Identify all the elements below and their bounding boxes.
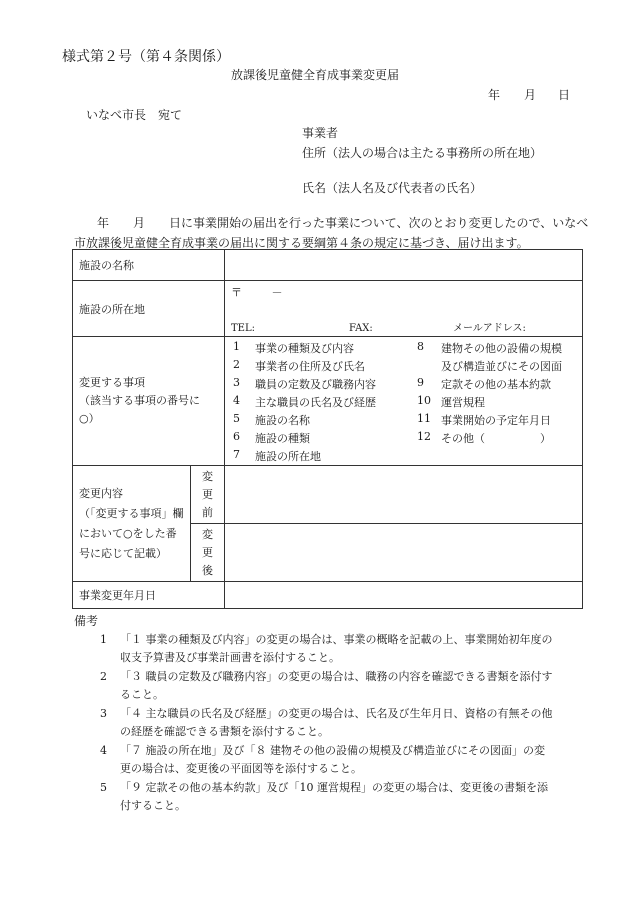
change-form-table bbox=[72, 249, 583, 609]
notes-heading: 備考 bbox=[74, 614, 99, 628]
change-item-text: 事業開始の予定年月日 bbox=[441, 414, 551, 427]
note-text-line: 「７ 施設の所在地」及び「８ 建物その他の設備の規模及び構造並びにその図面」の変 bbox=[120, 744, 545, 757]
applicant-address-label: 住所（法人の場合は主たる事務所の所在地） bbox=[302, 146, 543, 160]
addressee: いなべ市長 宛て bbox=[86, 108, 183, 122]
postal-dash: － bbox=[271, 286, 283, 299]
date-year-label: 年 bbox=[488, 88, 501, 102]
after-char: 更 bbox=[202, 545, 213, 559]
change-date-label: 事業変更年月日 bbox=[73, 582, 225, 609]
before-char: 更 bbox=[202, 487, 213, 501]
change-content-label-line: 号に応じて記載） bbox=[79, 546, 167, 560]
change-item-number: 5 bbox=[233, 412, 240, 425]
fax-label: FAX: bbox=[349, 323, 373, 334]
change-content-label-line: （「変更する事項」欄 bbox=[79, 506, 184, 520]
note-item bbox=[100, 631, 572, 667]
note-text-line: 「３ 職員の定数及び職務内容」の変更の場合は、職務の内容を確認できる書類を添付す bbox=[120, 670, 553, 683]
note-item bbox=[100, 705, 572, 741]
note-text-line: 「４ 主な職員の氏名及び経歴」の変更の場合は、氏名及び生年月日、資格の有無その他 bbox=[120, 707, 553, 720]
facility-name-field[interactable] bbox=[225, 250, 583, 281]
change-item-number: 3 bbox=[233, 376, 240, 389]
change-item-text: 職員の定数及び職務内容 bbox=[255, 378, 376, 391]
tel-label: TEL: bbox=[231, 323, 255, 334]
change-item-text: その他（ ） bbox=[441, 432, 551, 445]
change-item-text: 施設の名称 bbox=[255, 414, 310, 427]
after-change-label bbox=[191, 524, 225, 582]
change-item-number: 7 bbox=[233, 448, 240, 461]
note-item bbox=[100, 668, 572, 704]
change-items-label-line: ○） bbox=[79, 412, 100, 425]
note-number: 1 bbox=[100, 633, 107, 646]
postal-code-line bbox=[231, 284, 283, 300]
before-change-label bbox=[191, 466, 225, 524]
document-title: 放課後児童健全育成事業変更届 bbox=[230, 68, 399, 82]
body-text-line-2: 市放課後児童健全育成事業の届出に関する要綱第４条の規定に基づき、届け出ます。 bbox=[74, 236, 529, 250]
note-number: 4 bbox=[100, 744, 107, 757]
change-item-text: 及び構造並びにその図面 bbox=[441, 360, 562, 373]
facility-address-field[interactable] bbox=[225, 281, 583, 337]
change-items-label-line: （該当する事項の番号に bbox=[79, 394, 200, 407]
change-items-label-line: 変更する事項 bbox=[79, 376, 145, 389]
change-item-number: 10 bbox=[417, 394, 431, 407]
note-text-line: 更の場合は、変更後の平面図等を添付すること。 bbox=[120, 762, 362, 775]
change-item-number: 2 bbox=[233, 358, 240, 371]
change-item-number: 12 bbox=[417, 430, 431, 443]
note-item bbox=[100, 779, 572, 815]
change-item-text: 建物その他の設備の規模 bbox=[441, 342, 562, 355]
change-items-label bbox=[73, 337, 225, 466]
note-text-line: ること。 bbox=[120, 688, 164, 701]
after-char: 後 bbox=[202, 563, 213, 577]
before-char: 前 bbox=[202, 505, 213, 519]
mail-label: メールアドレス: bbox=[453, 323, 526, 334]
body-text-line-1: 年 月 日に事業開始の届出を行った事業について、次のとおり変更したので、いなべ bbox=[97, 216, 589, 230]
change-item-number: 1 bbox=[233, 340, 240, 353]
change-item-text: 施設の所在地 bbox=[255, 450, 321, 463]
change-item-text: 定款その他の基本約款 bbox=[441, 378, 551, 391]
form-number-label: 様式第２号（第４条関係） bbox=[62, 49, 230, 65]
note-text-line: 付すること。 bbox=[120, 799, 186, 812]
change-item-number: 8 bbox=[417, 340, 424, 353]
change-content-label bbox=[73, 466, 191, 582]
note-text-line: の経歴を確認できる書類を添付すること。 bbox=[120, 725, 329, 738]
date-month-label: 月 bbox=[524, 88, 537, 102]
change-items-list bbox=[225, 337, 583, 466]
note-number: 2 bbox=[100, 670, 107, 683]
change-item-text: 事業の種類及び内容 bbox=[255, 342, 354, 355]
facility-name-label: 施設の名称 bbox=[73, 250, 225, 281]
note-number: 5 bbox=[100, 781, 107, 794]
before-char: 変 bbox=[202, 469, 213, 483]
note-text-line: 「１ 事業の種類及び内容」の変更の場合は、事業の概略を記載の上、事業開始初年度の bbox=[120, 633, 553, 646]
change-item-text: 主な職員の氏名及び経歴 bbox=[255, 396, 376, 409]
change-content-label-line: 変更内容 bbox=[79, 486, 123, 500]
change-item-number: 11 bbox=[417, 412, 431, 425]
change-item-text: 運営規程 bbox=[441, 396, 485, 409]
change-content-label-line: において○をした番 bbox=[79, 526, 177, 540]
change-item-text: 事業者の住所及び氏名 bbox=[255, 360, 365, 373]
facility-address-label: 施設の所在地 bbox=[73, 281, 225, 337]
change-item-number: 6 bbox=[233, 430, 240, 443]
postal-mark: 〒 bbox=[231, 286, 242, 299]
change-date-field[interactable] bbox=[225, 582, 583, 609]
change-item-number: 9 bbox=[417, 376, 424, 389]
before-change-field[interactable] bbox=[225, 466, 583, 524]
date-day-label: 日 bbox=[558, 88, 571, 102]
applicant-label: 事業者 bbox=[302, 126, 339, 140]
after-char: 変 bbox=[202, 527, 213, 541]
change-item-number: 4 bbox=[233, 394, 240, 407]
after-change-field[interactable] bbox=[225, 524, 583, 582]
note-text-line: 「９ 定款その他の基本約款」及び「10 運営規程」の変更の場合は、変更後の書類を添 bbox=[120, 781, 548, 794]
note-text-line: 収支予算書及び事業計画書を添付すること。 bbox=[120, 651, 340, 664]
note-item bbox=[100, 742, 572, 778]
change-item-text: 施設の種類 bbox=[255, 432, 310, 445]
note-number: 3 bbox=[100, 707, 107, 720]
applicant-name-label: 氏名（法人名及び代表者の氏名） bbox=[302, 181, 483, 195]
